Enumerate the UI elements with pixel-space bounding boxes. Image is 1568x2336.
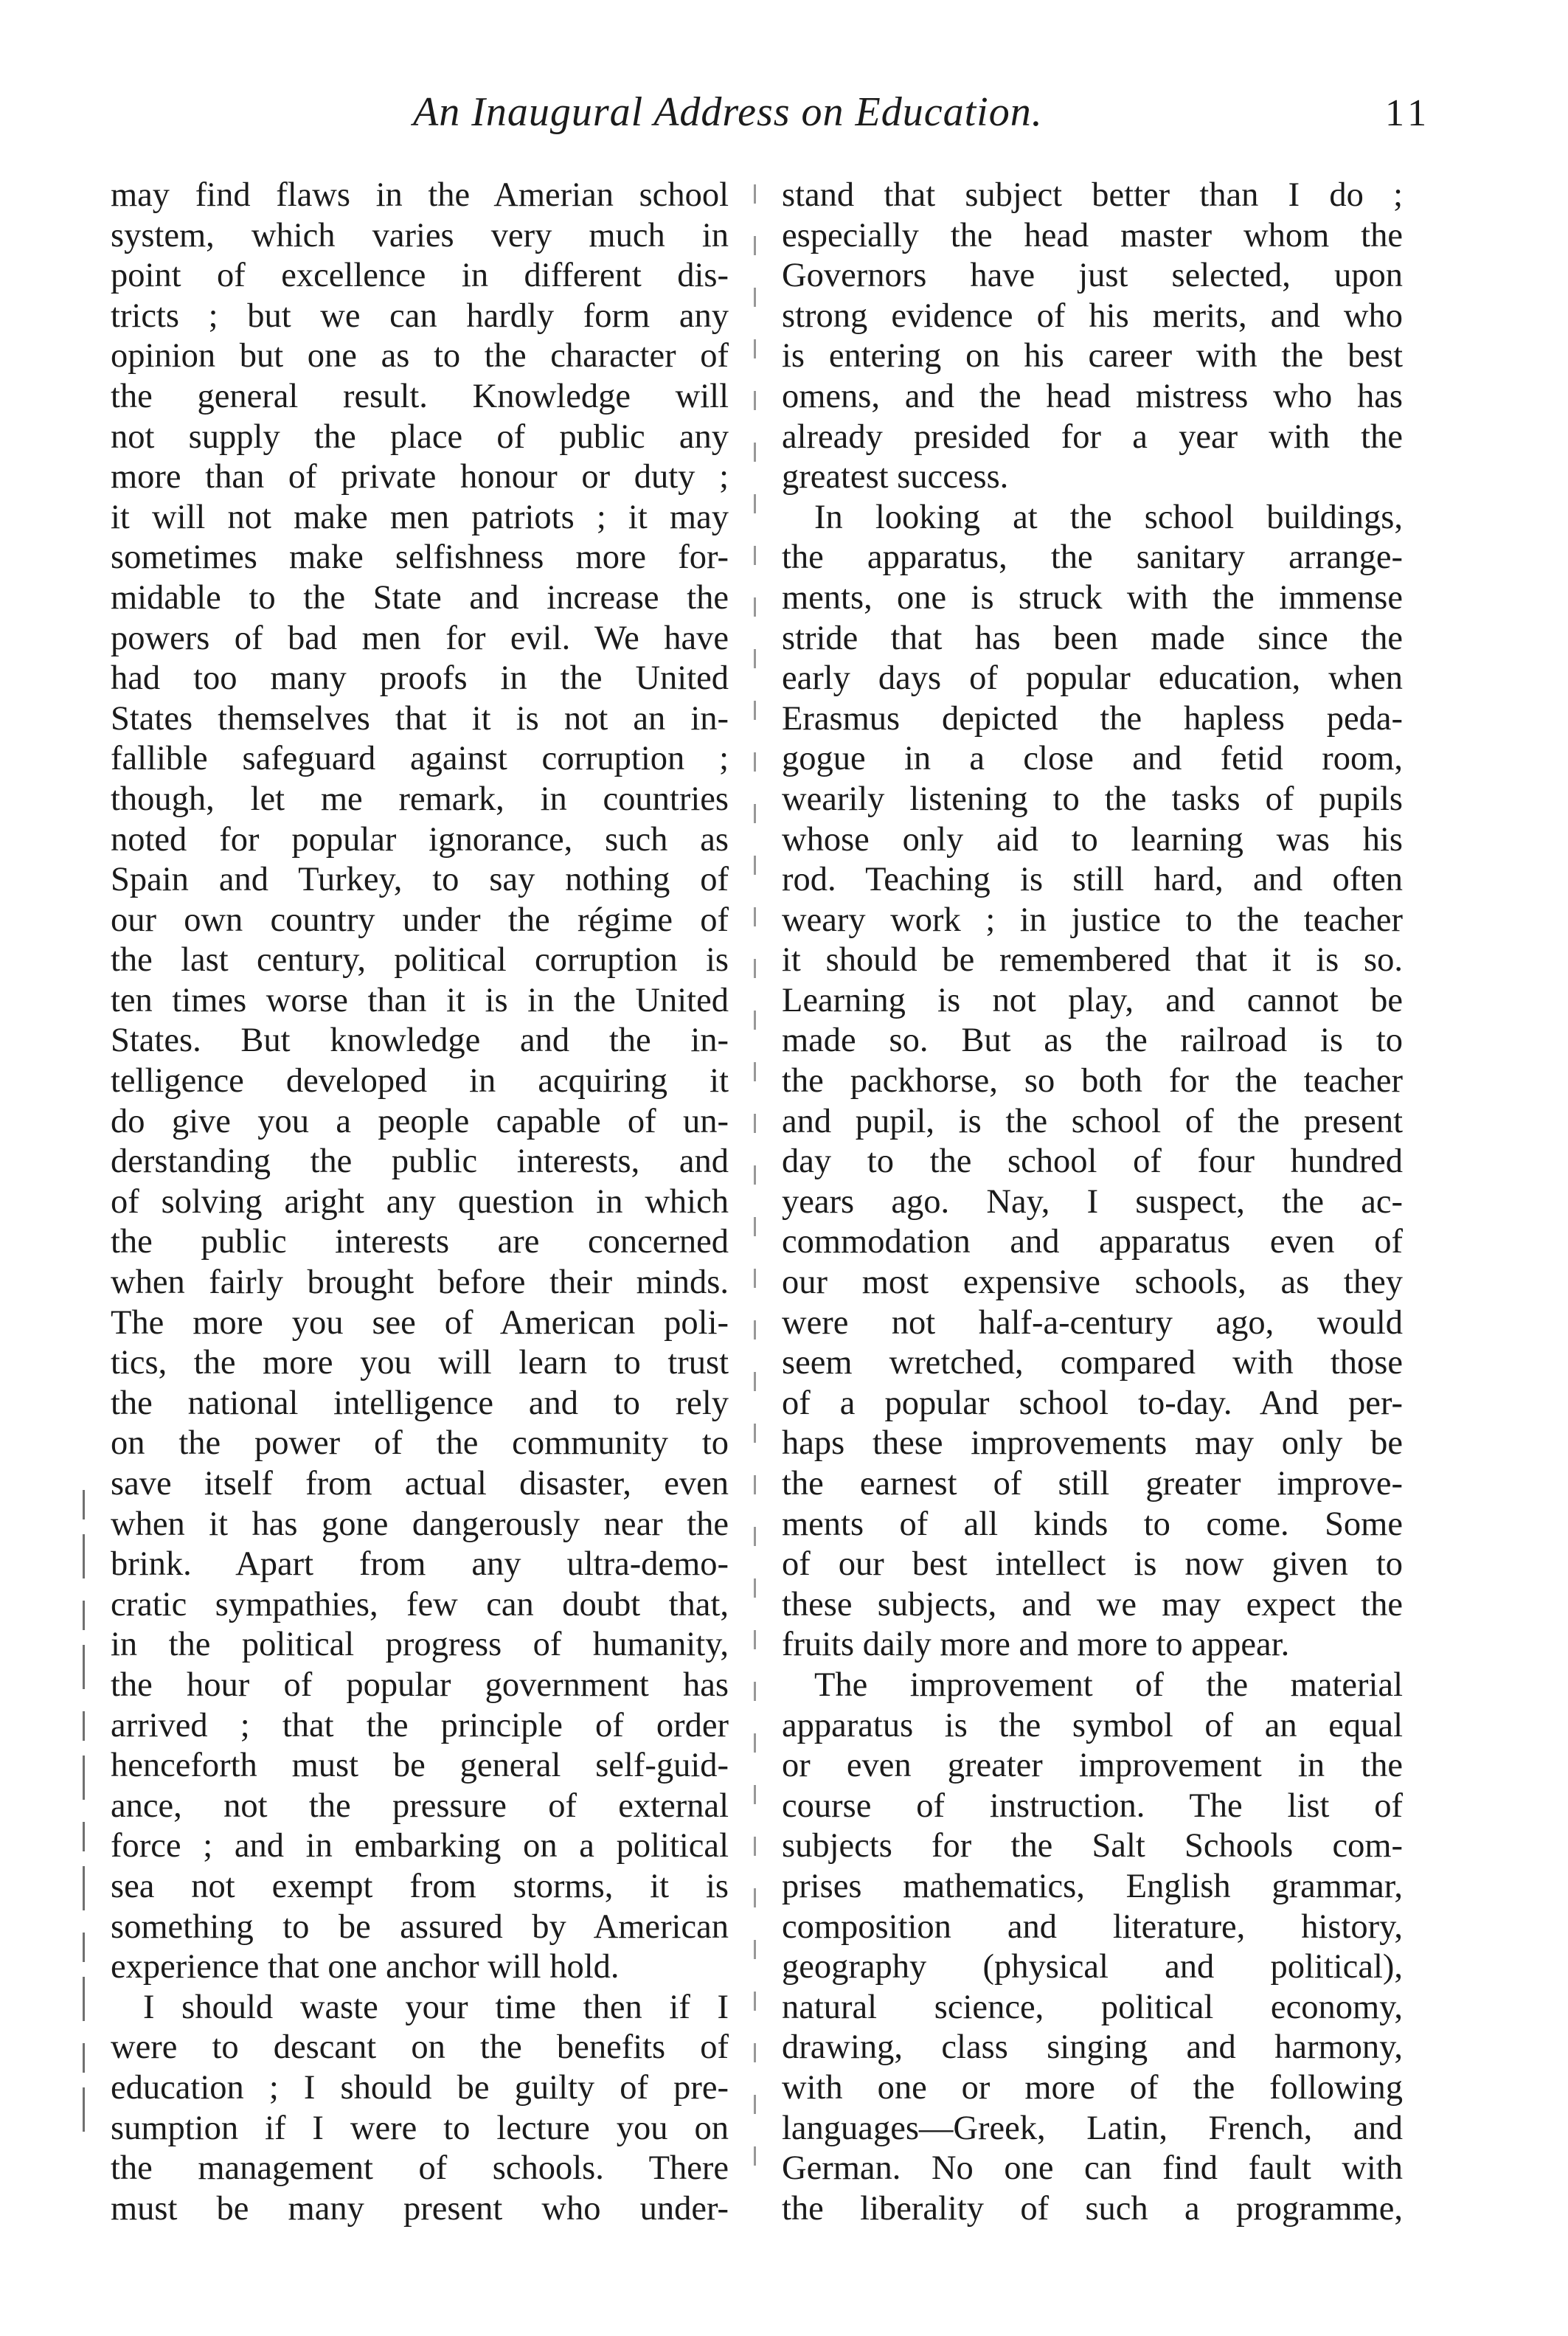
text-line: not supply the place of public any [111,417,729,456]
text-line: rod. Teaching is still hard, and often [782,861,1403,899]
text-line: the packhorse, so both for the teacher [782,1062,1403,1101]
text-line: subjects for the Salt Schools com- [782,1827,1403,1865]
text-line: sometimes make selfishness more for- [111,538,729,577]
text-line: apparatus is the symbol of an equal [782,1706,1403,1744]
text-line: The more you see of American poli- [111,1303,729,1342]
text-line: point of excellence in different dis- [111,257,729,295]
text-line: the hour of popular government has [111,1666,729,1704]
text-line: fruits daily more and more to appear. [782,1626,1290,1664]
text-line: tricts ; but we can hardly form any [111,297,729,335]
text-line: gogue in a close and fetid room, [782,740,1403,778]
page-number: 11 [1385,92,1432,134]
text-line: years ago. Nay, I suspect, the ac- [782,1182,1403,1221]
text-line: made so. But as the railroad is to [782,1022,1403,1060]
text-line: the management of schools. There [111,2149,729,2188]
text-line: of a popular school to-day. And per- [782,1384,1403,1422]
text-line: natural science, political economy, [782,1988,1403,2026]
text-line: were not half-a-century ago, would [782,1303,1403,1342]
text-line: though, let me remark, in countries [111,780,729,818]
text-line: especially the head master whom the [782,216,1403,254]
text-line: Erasmus depicted the hapless peda- [782,699,1403,738]
text-line: were to descant on the benefits of [111,2028,729,2067]
text-line: the last century, political corruption is [111,941,729,980]
text-line: when fairly brought before their minds. [111,1264,729,1302]
text-line: the apparatus, the sanitary arrange- [782,538,1403,577]
text-line: force ; and in embarking on a political [111,1827,729,1865]
text-line: sea not exempt from storms, it is [111,1867,729,1905]
text-line: stand that subject better than I do ; [782,176,1403,214]
text-line: the national intelligence and to rely [111,1384,729,1422]
text-line: greatest success. [782,458,1009,496]
text-line: German. No one can find fault with [782,2149,1403,2188]
text-line: opinion but one as to the character of [111,337,729,375]
text-line: Governors have just selected, upon [782,257,1403,295]
text-line: powers of bad men for evil. We have [111,619,729,657]
text-line: telligence developed in acquiring it [111,1062,729,1101]
text-line: or even greater improvement in the [782,1747,1403,1785]
text-line: our own country under the régime of [111,901,729,939]
text-line: do give you a people capable of un- [111,1102,729,1140]
text-line: The improvement of the material [814,1666,1403,1704]
text-line: our most expensive schools, as they [782,1264,1403,1302]
text-line: in the political progress of humanity, [111,1626,729,1664]
text-line: it should be remembered that it is so. [782,941,1403,980]
text-line: of our best intellect is now given to [782,1545,1403,1584]
text-line: the general result. Knowledge will [111,377,729,415]
text-line: the public interests are concerned [111,1223,729,1261]
text-line: on the power of the community to [111,1424,729,1463]
text-line: strong evidence of his merits, and who [782,297,1403,335]
text-line: ments of all kinds to come. Some [782,1505,1403,1543]
text-line: States themselves that it is not an in- [111,699,729,738]
text-line: education ; I should be guilty of pre- [111,2068,729,2107]
text-line: commodation and apparatus even of [782,1223,1403,1261]
text-line: course of instruction. The list of [782,1786,1403,1825]
text-line: fallible safeguard against corruption ; [111,740,729,778]
text-line: must be many present who under- [111,2189,729,2228]
column-divider [754,184,756,2183]
text-line: ance, not the pressure of external [111,1786,729,1825]
text-line: is entering on his career with the best [782,337,1403,375]
text-line: the earnest of still greater improve- [782,1465,1403,1503]
text-line: ten times worse than it is in the United [111,981,729,1019]
text-line: whose only aid to learning was his [782,820,1403,859]
binding-edge [83,1490,85,2154]
left-column [111,176,729,2229]
text-line: Spain and Turkey, to say nothing of [111,861,729,899]
text-line: haps these improvements may only be [782,1424,1403,1463]
text-line: sumption if I were to lecture you on [111,2109,729,2147]
text-line: henceforth must be general self-guid- [111,1747,729,1785]
text-line: day to the school of four hundred [782,1143,1403,1181]
text-line: had too many proofs in the United [111,659,729,698]
text-line: system, which varies very much in [111,216,729,254]
text-line: I should waste your time then if I [143,1988,729,2026]
right-column [782,176,1403,2229]
text-line: derstanding the public interests, and [111,1143,729,1181]
text-line: may find flaws in the Amerian school [111,176,729,214]
text-line: with one or more of the following [782,2068,1403,2107]
text-line: when it has gone dangerously near the [111,1505,729,1543]
text-line: brink. Apart from any ultra-demo- [111,1545,729,1584]
text-line: arrived ; that the principle of order [111,1706,729,1744]
text-line: seem wretched, compared with those [782,1344,1403,1382]
text-line: and pupil, is the school of the present [782,1102,1403,1140]
text-line: noted for popular ignorance, such as [111,820,729,859]
text-line: prises mathematics, English grammar, [782,1867,1403,1905]
text-line: geography (physical and political), [782,1948,1403,1986]
text-line: In looking at the school buildings, [814,498,1403,536]
text-line: tics, the more you will learn to trust [111,1344,729,1382]
text-line: experience that one anchor will hold. [111,1948,620,1986]
text-line: something to be assured by American [111,1907,729,1946]
text-line: midable to the State and increase the [111,578,729,617]
text-line: omens, and the head mistress who has [782,377,1403,415]
text-line: the liberality of such a programme, [782,2189,1403,2228]
text-line: of solving aright any question in which [111,1182,729,1221]
text-line: languages—Greek, Latin, French, and [782,2109,1403,2147]
text-line: more than of private honour or duty ; [111,458,729,496]
text-line: already presided for a year with the [782,417,1403,456]
text-line: it will not make men patriots ; it may [111,498,729,536]
text-line: wearily listening to the tasks of pupils [782,780,1403,818]
running-title: An Inaugural Address on Education. [413,89,1043,135]
text-line: weary work ; in justice to the teacher [782,901,1403,939]
text-line: these subjects, and we may expect the [782,1585,1403,1623]
text-line: drawing, class singing and harmony, [782,2028,1403,2067]
text-line: composition and literature, history, [782,1907,1403,1946]
text-line: ments, one is struck with the immense [782,578,1403,617]
text-line: Learning is not play, and cannot be [782,981,1403,1019]
text-line: early days of popular education, when [782,659,1403,698]
text-line: cratic sympathies, few can doubt that, [111,1585,729,1623]
text-line: save itself from actual disaster, even [111,1465,729,1503]
text-line: States. But knowledge and the in- [111,1022,729,1060]
text-line: stride that has been made since the [782,619,1403,657]
